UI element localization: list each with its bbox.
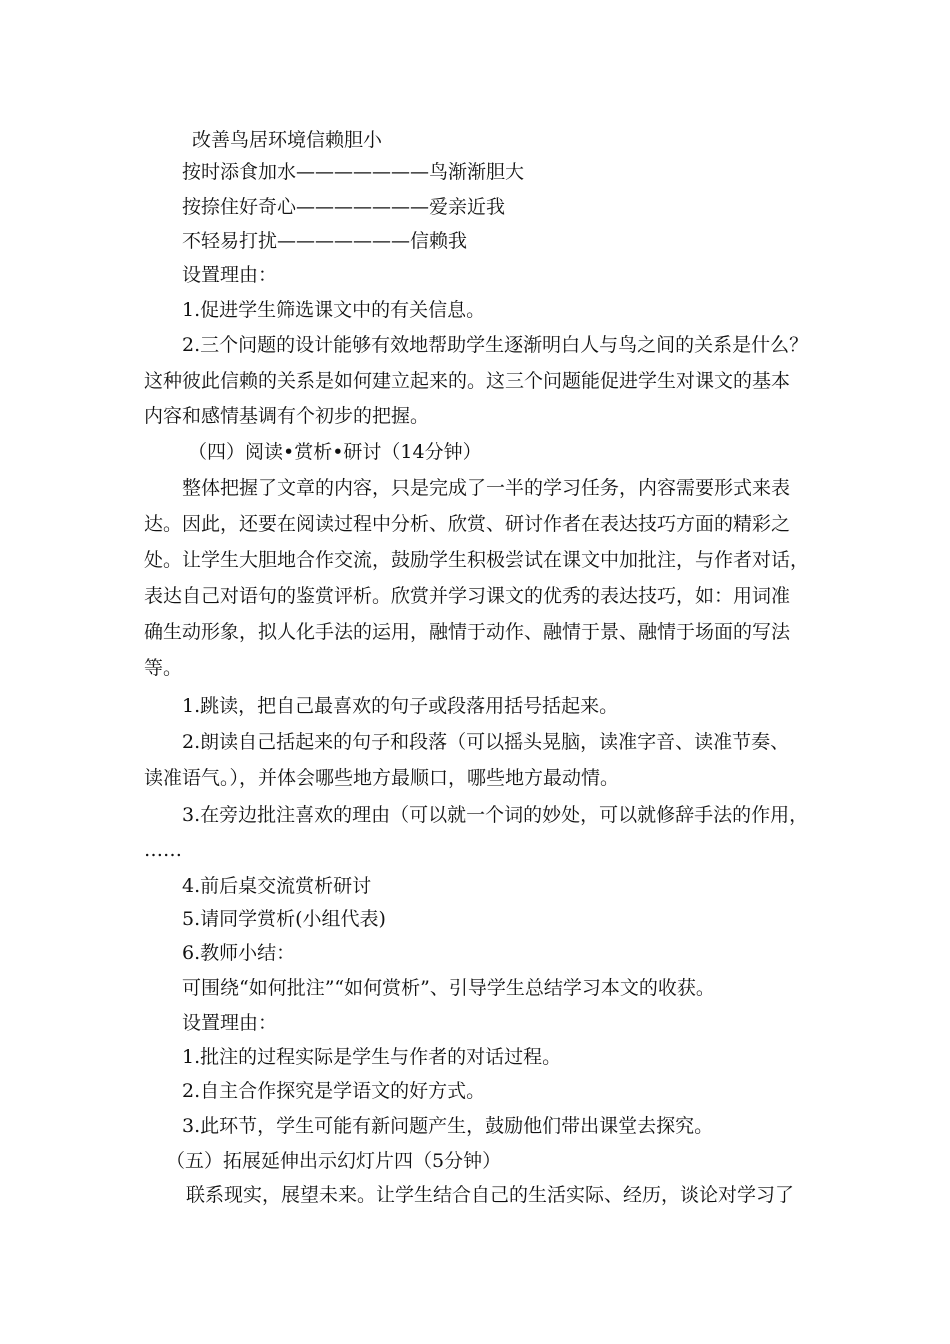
paragraph-line: …… bbox=[144, 839, 182, 861]
list-item: 5.请同学赏析(小组代表) bbox=[182, 908, 386, 930]
paragraph-line: 内容和感情基调有个初步的把握。 bbox=[144, 405, 430, 427]
paragraph-line: 表达自己对语句的鉴赏评析。欣赏并学习课文的优秀的表达技巧，如：用词准 bbox=[144, 585, 791, 607]
paragraph-line: 可围绕“如何批注”“如何赏析”、引导学生总结学习本文的收获。 bbox=[182, 977, 715, 999]
list-item: 1.跳读，把自己最喜欢的句子或段落用括号括起来。 bbox=[182, 695, 619, 717]
diagram-line: 不轻易打扰———————信赖我 bbox=[182, 230, 468, 252]
paragraph-line: 读准语气。），并体会哪些地方最顺口，哪些地方最动情。 bbox=[144, 767, 620, 789]
diagram-title-line: 改善鸟居环境信赖胆小 bbox=[192, 129, 383, 151]
list-item: 4.前后桌交流赏析研讨 bbox=[182, 875, 372, 897]
reason-heading: 设置理由： bbox=[182, 264, 278, 286]
list-item: 3.在旁边批注喜欢的理由（可以就一个词的妙处，可以就修辞手法的作用， bbox=[182, 804, 809, 826]
list-item: 1.促进学生筛选课文中的有关信息。 bbox=[182, 299, 486, 321]
diagram-line: 按捺住好奇心———————爱亲近我 bbox=[182, 196, 506, 218]
paragraph-line: 达。因此，还要在阅读过程中分析、欣赏、研讨作者在表达技巧方面的精彩之 bbox=[144, 513, 791, 535]
section-heading: （五）拓展延伸出示幻灯片四（5分钟） bbox=[166, 1150, 502, 1172]
paragraph-line: 这种彼此信赖的关系是如何建立起来的。这三个问题能促进学生对课文的基本 bbox=[144, 370, 791, 392]
list-item: 2.朗读自己括起来的句子和段落（可以摇头晃脑，读准字音、读准节奏、 bbox=[182, 731, 790, 753]
diagram-line: 按时添食加水———————鸟渐渐胆大 bbox=[182, 161, 525, 183]
list-item: 2.自主合作探究是学语文的好方式。 bbox=[182, 1080, 486, 1102]
list-item: 2.三个问题的设计能够有效地帮助学生逐渐明白人与鸟之间的关系是什么？ bbox=[182, 334, 809, 356]
paragraph-line: 处。让学生大胆地合作交流，鼓励学生积极尝试在课文中加批注，与作者对话， bbox=[144, 549, 810, 571]
reason-heading: 设置理由： bbox=[182, 1012, 278, 1034]
list-item: 3.此环节，学生可能有新问题产生，鼓励他们带出课堂去探究。 bbox=[182, 1115, 714, 1137]
list-item: 6.教师小结： bbox=[182, 942, 296, 964]
paragraph-line: 等。 bbox=[144, 657, 183, 679]
list-item: 1.批注的过程实际是学生与作者的对话过程。 bbox=[182, 1046, 562, 1068]
section-heading: （四）阅读•赏析•研讨（14分钟） bbox=[188, 441, 482, 463]
paragraph-line: 整体把握了文章的内容，只是完成了一半的学习任务，内容需要形式来表 bbox=[182, 477, 791, 499]
paragraph-line: 确生动形象，拟人化手法的运用，融情于动作、融情于景、融情于场面的写法 bbox=[144, 621, 791, 643]
paragraph-line: 联系现实，展望未来。让学生结合自己的生活实际、经历，谈论对学习了 bbox=[186, 1184, 795, 1206]
